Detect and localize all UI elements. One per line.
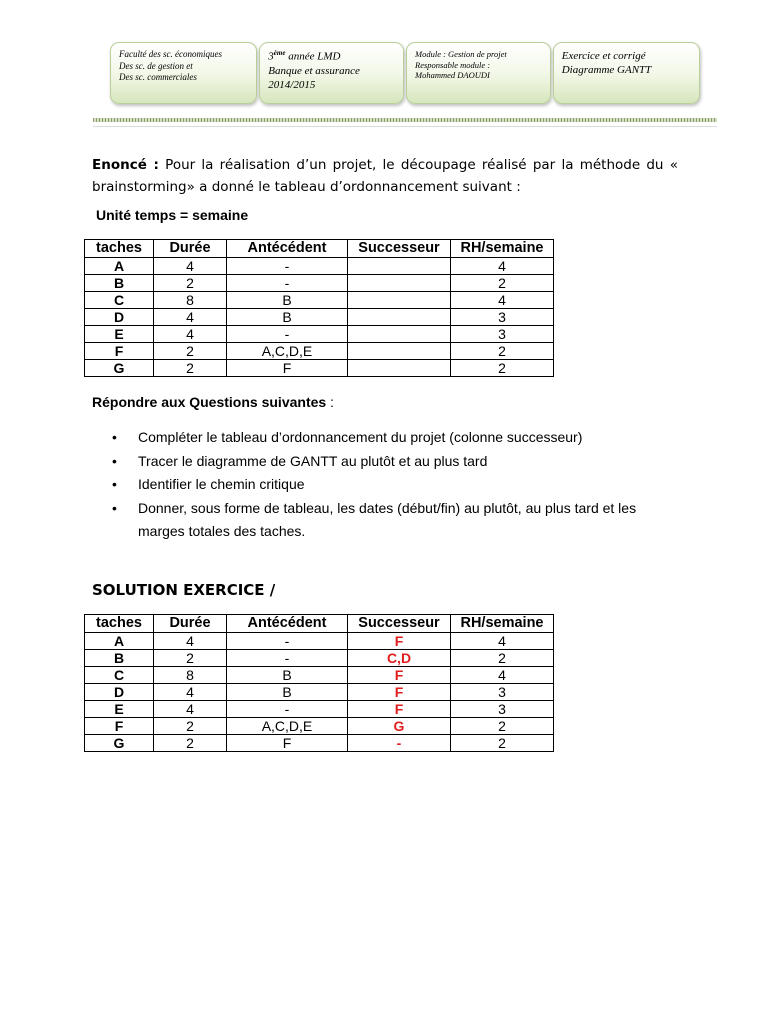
table-cell: - xyxy=(227,275,348,292)
table-cell: G xyxy=(85,735,154,752)
table-cell: 8 xyxy=(154,292,227,309)
time-unit-label: Unité temps = semaine xyxy=(96,207,249,223)
table-cell: A,C,D,E xyxy=(227,343,348,360)
faculty-line: Des sc. commerciales xyxy=(119,72,197,83)
table-header-row xyxy=(85,615,554,633)
table-cell: F xyxy=(348,667,451,684)
table-cell: 2 xyxy=(154,275,227,292)
faculty-line: Faculté des sc. économiques xyxy=(119,49,222,59)
list-item: • Compléter le tableau d’ordonnancement du projet (colonne successeur) xyxy=(110,426,670,450)
table-cell: F xyxy=(227,735,348,752)
table-cell: B xyxy=(85,275,154,292)
table-cell: - xyxy=(227,326,348,343)
table-cell: F xyxy=(348,633,451,650)
column-header: Durée xyxy=(154,240,227,258)
table-cell: 4 xyxy=(154,309,227,326)
exercise-line: Exercice et corrigé xyxy=(561,50,646,62)
table-cell: F xyxy=(85,718,154,735)
faculty-box xyxy=(110,42,257,104)
table-cell: 2 xyxy=(154,718,227,735)
table-row xyxy=(85,633,554,650)
table-cell xyxy=(348,275,451,292)
table-cell: 2 xyxy=(154,343,227,360)
table-cell xyxy=(348,258,451,275)
table-cell: - xyxy=(227,258,348,275)
table-row xyxy=(85,667,554,684)
table-cell: 2 xyxy=(154,650,227,667)
column-header: Durée xyxy=(154,615,227,633)
questions-intro xyxy=(92,394,334,410)
table-cell: B xyxy=(227,292,348,309)
table-row xyxy=(85,718,554,735)
column-header: taches xyxy=(85,240,154,258)
table-cell: 4 xyxy=(451,292,554,309)
table-cell: 3 xyxy=(451,684,554,701)
program-line: Banque et assurance xyxy=(268,64,360,77)
table-cell: D xyxy=(85,684,154,701)
table-cell: - xyxy=(348,735,451,752)
table-cell: B xyxy=(227,684,348,701)
academic-year: 2014/2015 xyxy=(268,79,316,92)
table-cell: 4 xyxy=(154,701,227,718)
column-header: Antécédent xyxy=(227,615,348,633)
questions-intro-bold: Répondre aux Questions suivantes xyxy=(92,394,327,410)
table-cell: 4 xyxy=(154,258,227,275)
table-row xyxy=(85,275,554,292)
faculty-line: Des sc. de gestion et xyxy=(119,60,193,71)
table-cell xyxy=(348,360,451,377)
table-cell: 2 xyxy=(154,360,227,377)
table-row xyxy=(85,309,554,326)
column-header: Successeur xyxy=(348,240,451,258)
table-cell: F xyxy=(227,360,348,377)
table-cell: 4 xyxy=(154,633,227,650)
year-label: année LMD xyxy=(285,50,341,63)
module-line: Mohammed DAOUDI xyxy=(415,70,490,81)
column-header: Successeur xyxy=(348,615,451,633)
table-row xyxy=(85,360,554,377)
year-number: 3 xyxy=(268,50,274,63)
table-cell: 2 xyxy=(451,718,554,735)
table-cell: G xyxy=(348,718,451,735)
questions-intro-colon: : xyxy=(326,394,334,410)
list-item: • Tracer le diagramme de GANTT au plutôt et au plus tard xyxy=(110,450,670,474)
table-cell: 4 xyxy=(154,684,227,701)
header-divider xyxy=(93,118,717,122)
exercise-box xyxy=(553,42,700,104)
column-header: RH/semaine xyxy=(451,240,554,258)
table-cell: D xyxy=(85,309,154,326)
table-cell: 2 xyxy=(451,360,554,377)
table-cell: 2 xyxy=(451,343,554,360)
table-cell xyxy=(348,343,451,360)
table-cell: G xyxy=(85,360,154,377)
table-row xyxy=(85,326,554,343)
table-cell: F xyxy=(348,701,451,718)
statement-lead: Enoncé : xyxy=(92,157,159,173)
table-cell: 3 xyxy=(451,701,554,718)
table-row xyxy=(85,292,554,309)
table-cell: A xyxy=(85,258,154,275)
table-row xyxy=(85,735,554,752)
table-cell: E xyxy=(85,701,154,718)
solution-title: SOLUTION EXERCICE / xyxy=(92,581,276,599)
solution-table xyxy=(84,614,554,752)
year-superscript: ème xyxy=(273,49,286,57)
table-cell xyxy=(348,326,451,343)
list-item: • Identifier le chemin critique xyxy=(110,473,670,497)
column-header: taches xyxy=(85,615,154,633)
table-cell: C xyxy=(85,667,154,684)
table-cell: E xyxy=(85,326,154,343)
table-cell: 2 xyxy=(451,275,554,292)
table-cell: 4 xyxy=(451,258,554,275)
module-box xyxy=(406,42,551,104)
module-line: Responsable module : xyxy=(415,59,491,70)
table-cell: A xyxy=(85,633,154,650)
table-cell: C,D xyxy=(348,650,451,667)
document-header xyxy=(110,42,700,104)
table-cell: 3 xyxy=(451,326,554,343)
table-row xyxy=(85,650,554,667)
table-cell: - xyxy=(227,701,348,718)
table-cell xyxy=(348,292,451,309)
table-row xyxy=(85,684,554,701)
module-line: Module : Gestion de projet xyxy=(415,49,507,59)
column-header: RH/semaine xyxy=(451,615,554,633)
scheduling-table xyxy=(84,239,554,377)
table-cell: A,C,D,E xyxy=(227,718,348,735)
statement-text: Pour la réalisation d’un projet, le découpage réalisé par la méthode du « brainstorming» a donné le tableau d’ordonnancement suivant : xyxy=(92,157,678,195)
table-cell: F xyxy=(348,684,451,701)
header-divider-shadow xyxy=(93,126,717,127)
table-row xyxy=(85,258,554,275)
year-box xyxy=(259,42,404,104)
table-cell xyxy=(348,309,451,326)
table-cell: 4 xyxy=(451,633,554,650)
table-cell: C xyxy=(85,292,154,309)
table-cell: 4 xyxy=(451,667,554,684)
column-header: Antécédent xyxy=(227,240,348,258)
table-cell: 8 xyxy=(154,667,227,684)
statement-paragraph xyxy=(92,154,678,198)
table-cell: - xyxy=(227,650,348,667)
table-cell: F xyxy=(85,343,154,360)
table-cell: 3 xyxy=(451,309,554,326)
list-item: • Donner, sous forme de tableau, les dates (début/fin) au plutôt, au plus tard et les marges totales des taches. xyxy=(110,497,670,544)
table-cell: - xyxy=(227,633,348,650)
table-row xyxy=(85,701,554,718)
table-header-row xyxy=(85,240,554,258)
table-row xyxy=(85,343,554,360)
year-line xyxy=(268,49,395,64)
table-cell: B xyxy=(85,650,154,667)
table-cell: 4 xyxy=(154,326,227,343)
questions-list xyxy=(110,426,670,544)
table-cell: B xyxy=(227,309,348,326)
table-cell: 2 xyxy=(451,650,554,667)
table-cell: 2 xyxy=(154,735,227,752)
table-cell: B xyxy=(227,667,348,684)
exercise-line: Diagramme GANTT xyxy=(561,64,652,77)
table-cell: 2 xyxy=(451,735,554,752)
